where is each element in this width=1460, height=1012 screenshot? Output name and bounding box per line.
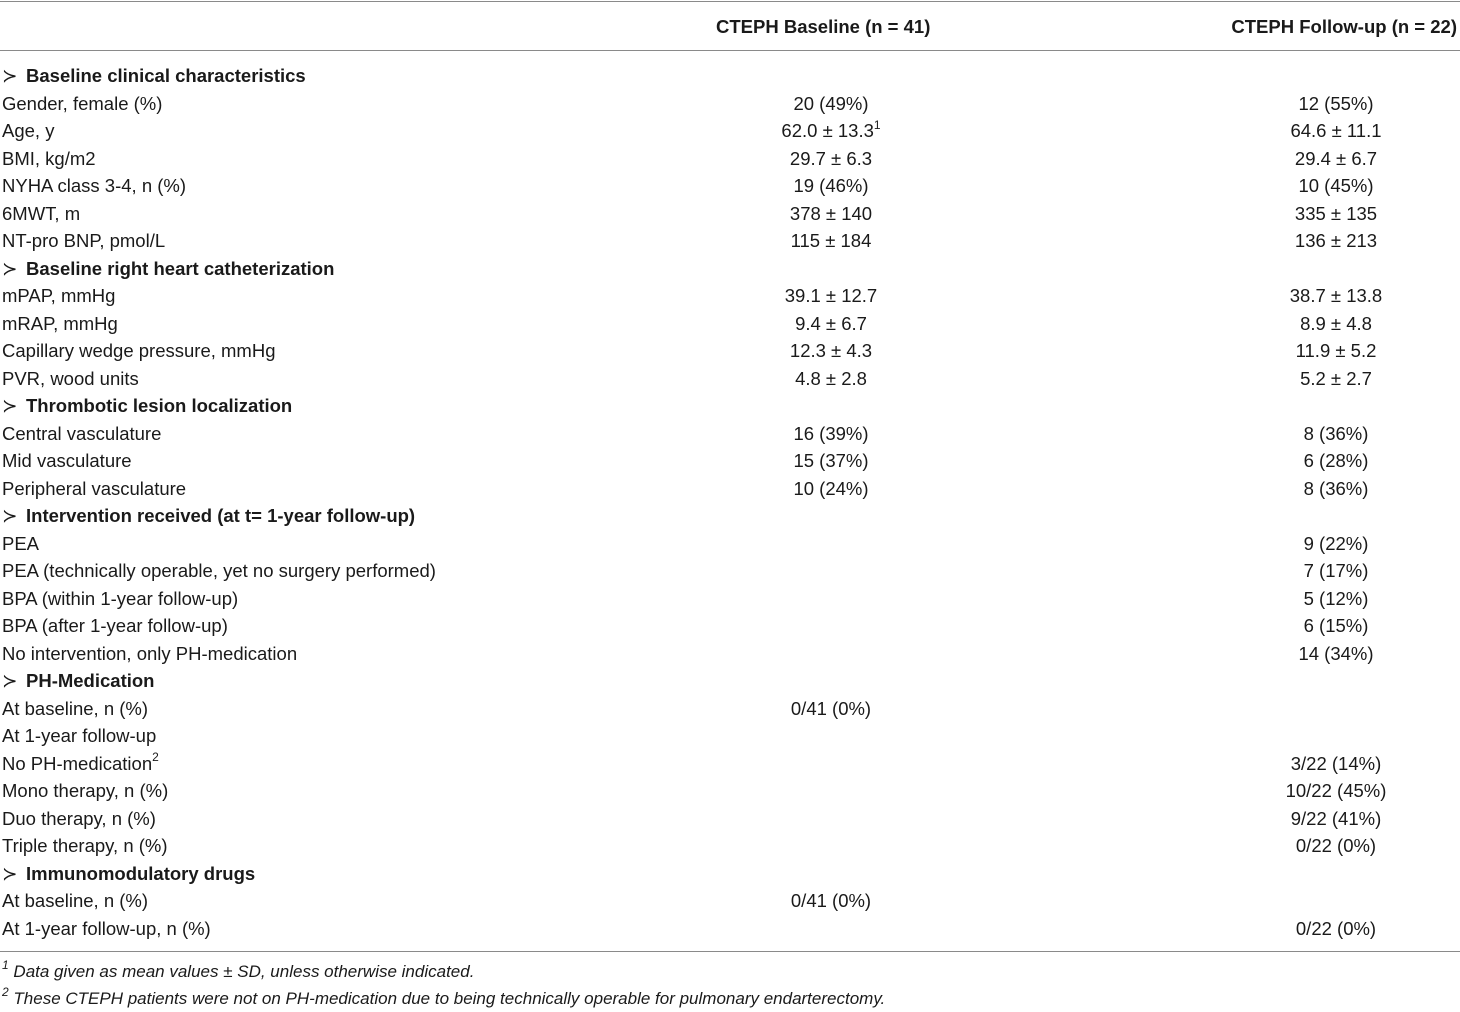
row-label-text: mRAP, mmHg [2,312,118,334]
section-title [2,62,306,90]
baseline-value [733,365,929,393]
row-label-text: PEA [2,532,40,554]
row-label-text: At 1-year follow-up, n (%) [2,917,211,939]
row-label-text: At 1-year follow-up [2,725,157,746]
followup-value: 9 (22%) [1303,532,1369,554]
column-header-baseline: CTEPH Baseline (n = 41) [716,16,931,37]
section-title [2,667,154,695]
followup-value: 29.4 ± 6.7 [1294,147,1378,169]
row-label [2,832,168,860]
table-row [0,365,1460,393]
section-row [0,860,1460,888]
baseline-value [733,475,929,503]
row-label [2,777,168,805]
followup-value: 8 (36%) [1303,477,1369,499]
header-rule [0,50,1460,51]
followup-value: 3/22 (14%) [1290,752,1382,774]
row-label-text: Intervention received (at t= 1-year follow-up) [26,505,416,526]
row-label-text: Age, y [2,120,55,141]
followup-value: 10/22 (45%) [1285,780,1387,801]
followup-value: 136 ± 213 [1294,230,1378,251]
row-label [2,90,162,118]
baseline-value [733,447,929,475]
baseline-value [733,310,929,338]
row-label [2,117,54,145]
row-label-text: At baseline, n (%) [2,890,149,911]
section-marker-icon: ≻ [2,395,18,416]
table-row [0,832,1460,860]
baseline-value-text: 15 (37%) [793,450,869,471]
baseline-value [733,282,929,310]
row-label-text: PEA (technically operable, yet no surgery performed) [2,560,436,581]
followup-value: 6 (28%) [1303,450,1369,471]
followup-value: 0/22 (0%) [1295,917,1377,939]
baseline-value [733,695,929,723]
baseline-value [733,337,929,365]
row-label-text: Baseline clinical characteristics [26,65,306,86]
followup-value: 335 ± 135 [1294,202,1378,224]
row-label-text: Central vasculature [2,422,162,444]
table-row [0,722,1460,750]
table-row [0,172,1460,200]
baseline-value-text: 9.4 ± 6.7 [795,312,867,334]
table-row [0,420,1460,448]
section-row [0,255,1460,283]
section-title [2,860,255,888]
row-label [2,172,186,200]
row-label [2,530,39,558]
table-header [0,13,1460,41]
baseline-value-text: 4.8 ± 2.8 [795,367,867,389]
row-label-text: Triple therapy, n (%) [2,835,168,856]
followup-value: 38.7 ± 13.8 [1289,285,1383,306]
table-row [0,640,1460,668]
row-label [2,365,139,393]
table-row [0,447,1460,475]
row-label [2,640,297,668]
table-row [0,310,1460,338]
section-marker-icon: ≻ [2,505,18,526]
row-label-text: NT-pro BNP, pmol/L [2,230,166,251]
table-row [0,117,1460,145]
table-row [0,695,1460,723]
followup-value: 5.2 ± 2.7 [1300,367,1372,389]
column-header-followup: CTEPH Follow-up (n = 22) [1231,16,1457,37]
followup-value: 14 (34%) [1298,642,1374,664]
row-label-text: No PH-medication [2,752,153,774]
table-row [0,475,1460,503]
row-label-text: Gender, female (%) [2,92,163,114]
row-label-text: Baseline right heart catheterization [26,257,335,279]
followup-value: 12 (55%) [1298,92,1374,114]
followup-value: 8 (36%) [1303,422,1369,444]
baseline-value [733,145,929,173]
row-label-text: No intervention, only PH-medication [2,642,298,664]
row-label [2,282,115,310]
section-title [2,502,415,530]
followup-value: 8.9 ± 4.8 [1300,312,1372,334]
table-row [0,337,1460,365]
table-row [0,887,1460,915]
table-row [0,227,1460,255]
footnote-ref: 2 [152,750,159,765]
row-label-text: Thrombotic lesion localization [26,395,293,416]
row-label-text: PVR, wood units [2,367,139,389]
row-label-text: BPA (after 1-year follow-up) [2,615,228,636]
row-label-text: Duo therapy, n (%) [2,807,156,829]
row-label-text: Mono therapy, n (%) [2,780,169,801]
table-row [0,557,1460,585]
baseline-value [733,200,929,228]
row-label-text: Capillary wedge pressure, mmHg [2,340,276,361]
baseline-value-text: 62.0 ± 13.3 [781,120,874,141]
footnote-ref: 1 [873,117,881,132]
section-marker-icon: ≻ [2,65,18,86]
row-label [2,750,159,778]
followup-value: 11.9 ± 5.2 [1295,340,1377,361]
table-row [0,145,1460,173]
row-label-text: 6MWT, m [2,202,81,224]
baseline-value-text: 12.3 ± 4.3 [789,340,873,361]
table-body [0,62,1460,942]
followup-value: 9/22 (41%) [1290,807,1382,829]
table-row [0,750,1460,778]
baseline-value-text: 115 ± 184 [790,230,872,251]
table-row [0,90,1460,118]
baseline-value [733,117,929,145]
section-title [2,392,292,420]
row-label [2,420,161,448]
baseline-value [733,420,929,448]
table-row [0,282,1460,310]
baseline-value-text: 0/41 (0%) [790,890,872,911]
row-label [2,695,148,723]
baseline-value-text: 20 (49%) [793,92,869,114]
footnotes [2,958,885,1012]
section-row [0,502,1460,530]
table-row [0,530,1460,558]
table-row [0,777,1460,805]
table-bottom-rule [0,951,1460,952]
row-label-text: BPA (within 1-year follow-up) [2,587,239,609]
table-top-rule [0,1,1460,2]
table-row [0,585,1460,613]
baseline-value-text: 39.1 ± 12.7 [784,285,878,306]
row-label-text: Mid vasculature [2,450,132,471]
followup-value: 7 (17%) [1303,560,1369,581]
row-label [2,722,156,750]
row-label-text: Peripheral vasculature [2,477,187,499]
row-label [2,200,80,228]
section-row [0,667,1460,695]
footnote [2,958,885,985]
footnote-text: Data given as mean values ± SD, unless otherwise indicated. [8,962,475,981]
row-label-text: Immunomodulatory drugs [26,862,256,884]
row-label-text: BMI, kg/m2 [2,147,96,169]
row-label [2,557,436,585]
baseline-value [733,887,929,915]
footnote-text: These CTEPH patients were not on PH-medication due to being technically operable for pulmonary endarterectomy. [8,989,886,1008]
followup-value: 10 (45%) [1298,175,1374,196]
baseline-value-text: 10 (24%) [793,477,869,499]
baseline-value [733,172,929,200]
row-label [2,805,156,833]
table-row [0,915,1460,943]
section-marker-icon: ≻ [2,862,18,884]
row-label [2,475,186,503]
baseline-value-text: 29.7 ± 6.3 [789,147,873,169]
table-row [0,612,1460,640]
table-row [0,805,1460,833]
row-label-text: At baseline, n (%) [2,697,149,719]
row-label [2,337,276,365]
row-label-text: PH-Medication [26,670,155,691]
baseline-value-text: 378 ± 140 [789,202,873,224]
section-marker-icon: ≻ [2,670,18,691]
row-label-text: NYHA class 3-4, n (%) [2,175,187,196]
row-label [2,915,211,943]
row-label-text: mPAP, mmHg [2,285,116,306]
baseline-value-text: 19 (46%) [793,175,869,196]
baseline-value-text: 16 (39%) [793,422,869,444]
table-row [0,200,1460,228]
row-label [2,887,148,915]
baseline-value [733,90,929,118]
followup-value: 5 (12%) [1303,587,1369,609]
baseline-value-text: 0/41 (0%) [790,697,872,719]
row-label [2,447,132,475]
followup-value: 6 (15%) [1303,615,1369,636]
footnote-mark: 1 [2,958,9,973]
row-label [2,145,96,173]
followup-value: 64.6 ± 11.1 [1290,120,1382,141]
section-marker-icon: ≻ [2,257,18,279]
followup-value: 0/22 (0%) [1295,835,1377,856]
section-title [2,255,334,283]
row-label [2,585,238,613]
section-row [0,62,1460,90]
footnote-mark: 2 [2,985,9,1000]
row-label [2,310,118,338]
section-row [0,392,1460,420]
row-label [2,612,228,640]
row-label [2,227,165,255]
baseline-value [733,227,929,255]
